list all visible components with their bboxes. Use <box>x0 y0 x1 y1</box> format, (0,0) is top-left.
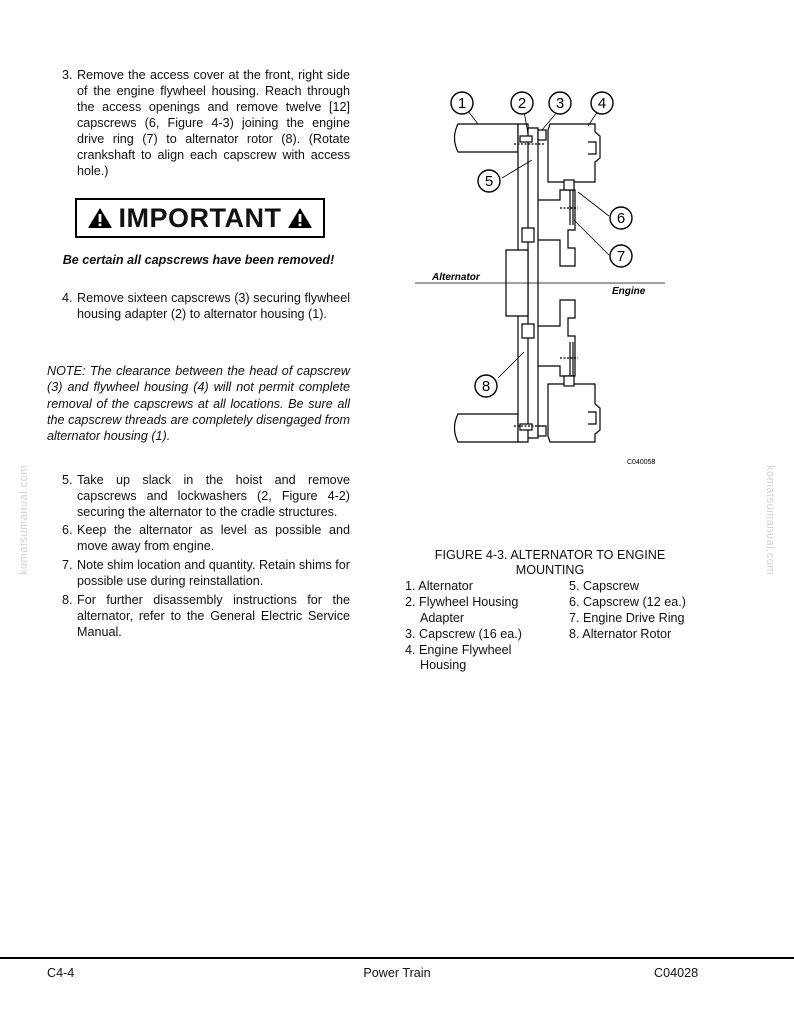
step-text: Remove sixteen capscrews (3) securing flywheel housing adapter (2) to alternator housing (1). <box>77 291 350 321</box>
important-label: IMPORTANT <box>118 202 282 233</box>
label-engine: Engine <box>612 286 646 297</box>
figure-caption-line2: MOUNTING <box>515 563 585 577</box>
note-paragraph: NOTE: The clearance between the head of capscrew (3) and flywheel housing (4) will not permit complete removal of the capscrews at all locations. Be sure all the capscrew threads are completely disengaged from alternator housing (1). <box>47 364 350 444</box>
step-7 <box>62 557 350 589</box>
step-number: 4. <box>62 291 73 305</box>
step-text: Remove the access cover at the front, right side of the engine flywheel housing. Reach through the access openings and remove twelve [12] capscrews (6, Figure 4-3) joining the engine drive ring (7) to alternator rotor (8). (Rotate crankshaft to align each capscrew with access hole.) <box>77 68 350 178</box>
footer-rule <box>0 957 794 959</box>
callout-7: 7 <box>616 248 626 265</box>
legend-item: 4. Engine Flywheel <box>405 643 512 657</box>
step-number: 7. <box>62 558 73 572</box>
step-4 <box>62 290 350 322</box>
legend-item: 5. Capscrew <box>569 579 639 593</box>
step-5 <box>62 472 350 520</box>
watermark-right: komatsumanual.com <box>764 465 776 575</box>
step-number: 6. <box>62 523 73 537</box>
step-text: For further disassembly instructions for the alternator, refer to the General Electric Service Manual. <box>77 593 350 639</box>
step-3 <box>62 67 350 179</box>
step-6 <box>62 522 350 554</box>
legend-item: 8. Alternator Rotor <box>569 627 672 641</box>
figure-caption-line1: FIGURE 4-3. ALTERNATOR TO ENGINE <box>434 548 666 562</box>
callout-1: 1 <box>457 95 467 112</box>
warning-icon <box>287 207 313 229</box>
callout-5: 5 <box>484 173 494 190</box>
callout-3: 3 <box>555 95 565 112</box>
legend-item: 1. Alternator <box>405 579 473 593</box>
legend-item: 7. Engine Drive Ring <box>569 611 685 625</box>
legend-item: 2. Flywheel Housing <box>405 595 519 609</box>
callout-6: 6 <box>616 210 626 227</box>
step-text: Take up slack in the hoist and remove capscrews and lockwashers (2, Figure 4-2) securing the alternator to the cradle structures. <box>77 473 350 519</box>
footer-section-title: Power Train <box>363 966 431 980</box>
callout-2: 2 <box>517 95 527 112</box>
step-number: 3. <box>62 68 73 82</box>
callout-4: 4 <box>597 95 607 112</box>
footer-page-number: C4-4 <box>47 966 75 980</box>
figure-code: C040058 <box>627 459 656 466</box>
warning-icon <box>87 207 113 229</box>
legend-item: 3. Capscrew (16 ea.) <box>405 627 522 641</box>
footer-doc-code: C04028 <box>654 966 699 980</box>
legend-item: Housing <box>420 658 467 672</box>
step-8 <box>62 592 350 640</box>
label-alternator: Alternator <box>432 272 480 283</box>
step-number: 5. <box>62 473 73 487</box>
watermark-left: komatsumanual.com <box>18 465 30 575</box>
step-text: Note shim location and quantity. Retain shims for possible use during reinstallation. <box>77 558 350 588</box>
step-number: 8. <box>62 593 73 607</box>
legend-item: Adapter <box>420 611 465 625</box>
figure-caption <box>405 548 695 578</box>
alternator-engine-mounting-diagram <box>410 80 670 480</box>
step-text: Keep the alternator as level as possible and move away from engine. <box>77 523 350 553</box>
important-banner <box>75 198 325 238</box>
callout-8: 8 <box>481 378 491 395</box>
important-message: Be certain all capscrews have been removed! <box>62 253 335 267</box>
legend-item: 6. Capscrew (12 ea.) <box>569 595 686 609</box>
